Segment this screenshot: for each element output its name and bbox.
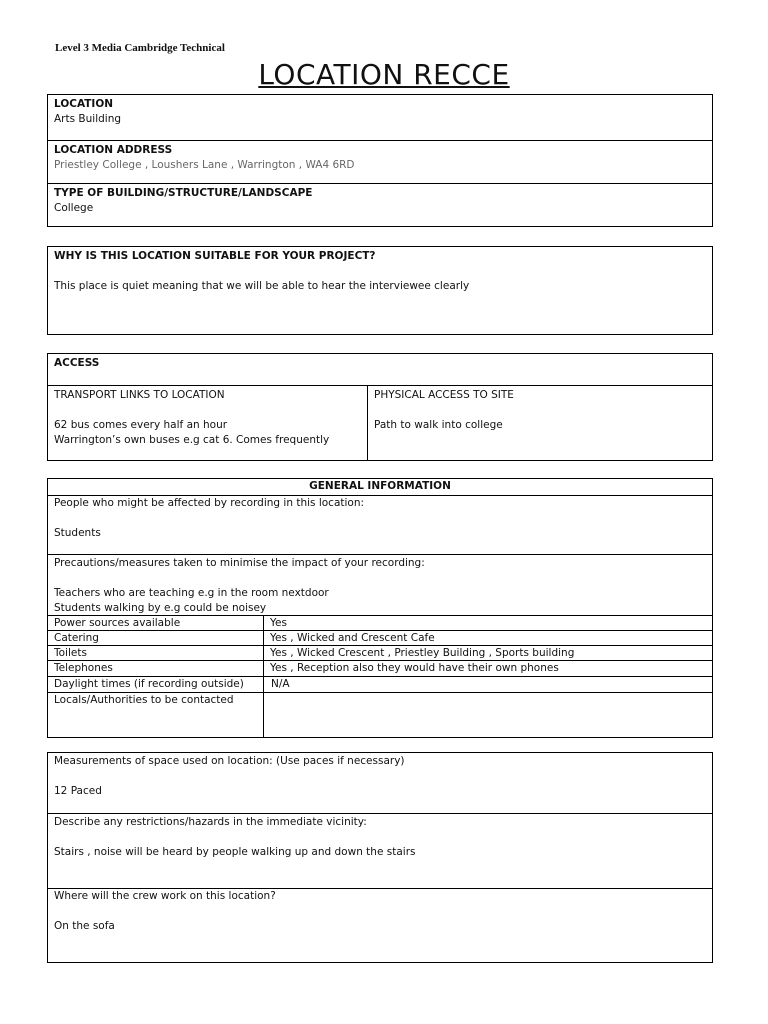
transport-line2: Warrington’s own buses e.g cat 6. Comes frequently xyxy=(54,434,330,446)
physical-access-cell xyxy=(367,385,712,461)
info-row-power xyxy=(48,615,712,630)
physical-access-value: Path to walk into college xyxy=(374,419,503,431)
info-row-label: Catering xyxy=(54,632,99,644)
address-cell xyxy=(48,140,712,183)
page-title-wrap xyxy=(0,58,768,91)
affected-cell xyxy=(48,495,712,554)
location-label: LOCATION xyxy=(54,98,114,110)
info-row-telephones xyxy=(48,660,712,676)
info-row-label: Toilets xyxy=(54,647,87,659)
info-row-label: Power sources available xyxy=(54,617,181,629)
page-title: LOCATION RECCE xyxy=(258,58,510,91)
location-box xyxy=(47,94,713,227)
access-box xyxy=(47,353,713,461)
address-value: Priestley College , Loushers Lane , Warrington , WA4 6RD xyxy=(54,159,355,171)
transport-line1: 62 bus comes every half an hour xyxy=(54,419,228,431)
suitability-label: WHY IS THIS LOCATION SUITABLE FOR YOUR PROJECT? xyxy=(54,250,376,262)
info-row-toilets xyxy=(48,645,712,660)
transport-cell xyxy=(48,385,367,461)
measurements-label: Measurements of space used on location: (Use paces if necessary) xyxy=(54,755,405,767)
transport-label: TRANSPORT LINKS TO LOCATION xyxy=(54,389,225,401)
precautions-line1: Teachers who are teaching e.g in the room nextdoor xyxy=(54,587,329,599)
access-label: ACCESS xyxy=(54,357,100,369)
space-box xyxy=(47,752,713,963)
hazards-label: Describe any restrictions/hazards in the immediate vicinity: xyxy=(54,816,367,828)
precautions-label: Precautions/measures taken to minimise the impact of your recording: xyxy=(54,557,425,569)
affected-label: People who might be affected by recording in this location: xyxy=(54,497,365,509)
info-row-label: Daylight times (if recording outside) xyxy=(54,678,244,690)
info-row-locals xyxy=(48,692,712,738)
crew-cell xyxy=(48,888,712,963)
info-row-daylight xyxy=(48,676,712,692)
info-row-label: Telephones xyxy=(54,662,113,674)
location-cell xyxy=(48,95,712,140)
suitability-value: This place is quiet meaning that we will be able to hear the interviewee clearly xyxy=(54,280,470,292)
building-type-value: College xyxy=(54,202,94,214)
info-row-catering xyxy=(48,630,712,645)
building-type-label: TYPE OF BUILDING/STRUCTURE/LANDSCAPE xyxy=(54,187,313,199)
general-info-box xyxy=(47,478,713,738)
course-header: Level 3 Media Cambridge Technical xyxy=(55,42,225,54)
info-row-value: Yes xyxy=(270,617,287,629)
hazards-cell xyxy=(48,813,712,888)
general-info-heading: GENERAL INFORMATION xyxy=(309,480,451,492)
info-row-value: Yes , Wicked Crescent , Priestley Building , Sports building xyxy=(270,647,575,659)
measurements-value: 12 Paced xyxy=(54,785,102,797)
info-row-label: Locals/Authorities to be contacted xyxy=(54,694,234,706)
suitability-box xyxy=(47,246,713,335)
info-table-divider xyxy=(263,615,264,737)
precautions-line2: Students walking by e.g could be noisey xyxy=(54,602,267,614)
access-header-cell xyxy=(48,354,712,385)
location-value: Arts Building xyxy=(54,113,122,125)
building-type-cell xyxy=(48,183,712,227)
measurements-cell xyxy=(48,753,712,813)
precautions-cell xyxy=(48,554,712,615)
hazards-value: Stairs , noise will be heard by people walking up and down the stairs xyxy=(54,846,416,858)
affected-value: Students xyxy=(54,527,101,539)
physical-access-label: PHYSICAL ACCESS TO SITE xyxy=(374,389,514,401)
info-row-value: Yes , Wicked and Crescent Cafe xyxy=(270,632,435,644)
info-row-value: Yes , Reception also they would have their own phones xyxy=(270,662,559,674)
crew-value: On the sofa xyxy=(54,920,115,932)
info-row-value: N/A xyxy=(271,678,290,690)
suitability-cell xyxy=(48,247,712,296)
address-label: LOCATION ADDRESS xyxy=(54,144,173,156)
crew-label: Where will the crew work on this location? xyxy=(54,890,276,902)
